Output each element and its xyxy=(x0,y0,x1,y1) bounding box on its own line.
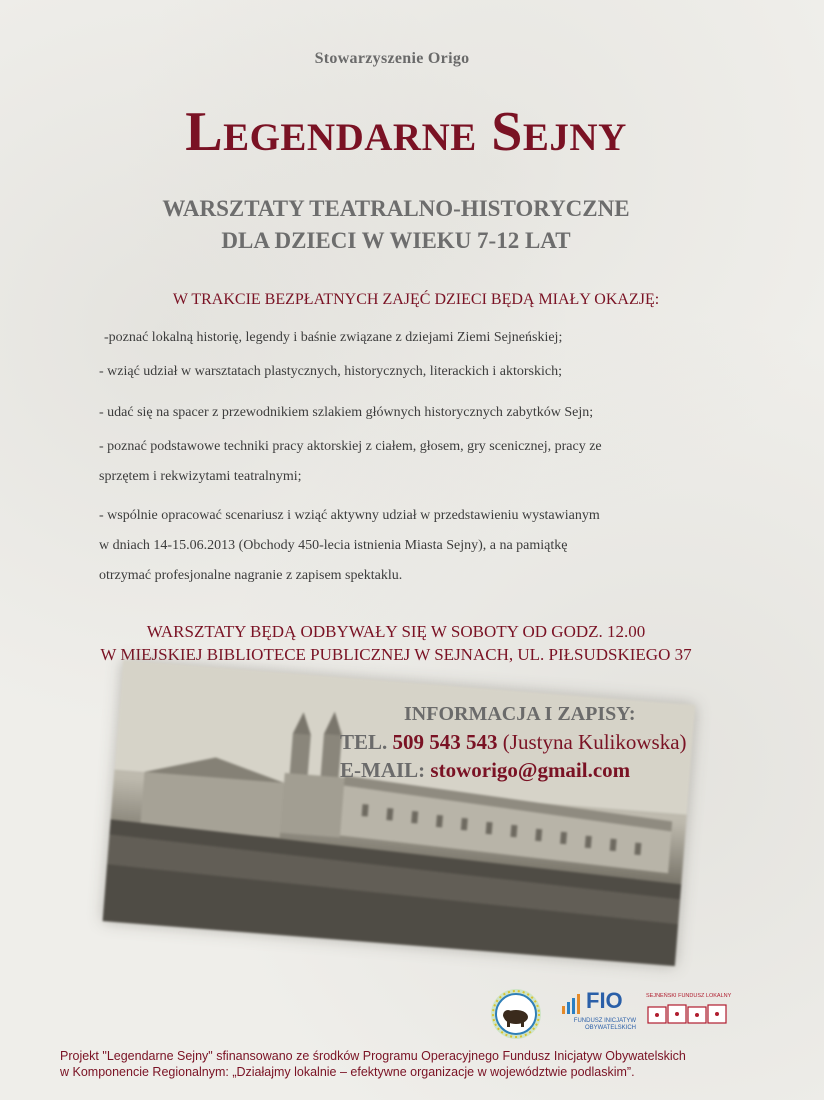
contact-heading: INFORMACJA I ZAPISY: xyxy=(404,703,636,725)
list-item xyxy=(99,357,729,387)
list-item-line: sprzętem i rekwizytami teatralnymi; xyxy=(99,469,302,484)
subtitle-line-1: WARSZTATY TEATRALNO-HISTORYCZNE xyxy=(162,196,630,221)
list-item-line: - wspólnie opracować scenariusz i wziąć aktywny udział w przedstawieniu wystawianym xyxy=(99,508,600,523)
list-item xyxy=(99,432,729,492)
list-item-line: otrzymać profesjonalne nagranie z zapisem spektaklu. xyxy=(99,568,403,583)
schedule-info xyxy=(0,620,792,666)
list-item-line: - wziąć udział w warsztatach plastycznych, historycznych, literackich i aktorskich; xyxy=(99,364,562,379)
puzzle-icon xyxy=(646,999,730,1029)
schedule-line-2: W MIEJSKIEJ BIBLIOTECE PUBLICZNEJ W SEJNACH, UL. PIŁSUDSKIEGO 37 xyxy=(100,645,692,664)
local-fund-logo xyxy=(646,993,730,1033)
schedule-line-1: WARSZTATY BĘDĄ ODBYWAŁY SIĘ W SOBOTY OD GODZ. 12.00 xyxy=(146,622,646,641)
intro-heading: W TRAKCIE BEZPŁATNYCH ZAJĘĆ DZIECI BĘDĄ MIAŁY OKAZJĘ: xyxy=(172,291,660,308)
subtitle xyxy=(0,193,792,257)
footer-line-1: Projekt "Legendarne Sejny" sfinansowano ze środków Programu Operacyjnego Fundusz Inicjatyw Obywatelskich xyxy=(60,1049,686,1063)
fio-logo-subtext: FUNDUSZ INICJATYW OBYWATELSKICH xyxy=(573,1018,636,1031)
email-line xyxy=(340,758,630,783)
phone-person: (Justyna Kulikowska) xyxy=(502,730,687,754)
fio-logo xyxy=(560,990,636,1034)
list-item-line: - udać się na spacer z przewodnikiem szlakiem głównych historycznych zabytków Sejn; xyxy=(99,405,594,420)
fio-logo-text: FIO xyxy=(586,988,623,1013)
funding-footer xyxy=(60,1048,800,1080)
email-link[interactable]: stoworigo@gmail.com xyxy=(430,758,631,782)
local-fund-logo-text: SEJNEŃSKI FUNDUSZ LOKALNY xyxy=(646,993,732,999)
email-label: E-MAIL: xyxy=(340,758,426,782)
association-logo xyxy=(488,988,544,1045)
list-item xyxy=(99,501,729,591)
list-item-line: w dniach 14-15.06.2013 (Obchody 450-lecia istnienia Miasta Sejny), a na pamiątkę xyxy=(99,538,568,553)
list-item xyxy=(99,398,729,428)
phone-line xyxy=(340,730,687,755)
phone-label: TEL. xyxy=(340,730,388,754)
footer-line-2: w Komponencie Regionalnym: „Działajmy lokalnie – efektywne organizacje w województwie podlaskim”. xyxy=(60,1065,635,1079)
phone-number[interactable]: 509 543 543 xyxy=(392,730,498,754)
page-title: Legendarne Sejny xyxy=(185,101,627,163)
organization-name: Stowarzyszenie Origo xyxy=(314,50,470,67)
list-item-line: - poznać podstawowe techniki pracy aktorskiej z ciałem, głosem, gry scenicznej, pracy ze xyxy=(99,439,602,454)
bison-emblem-icon xyxy=(488,988,544,1040)
list-item xyxy=(104,323,734,353)
list-item-line: -poznać lokalną historię, legendy i baśnie związane z dziejami Ziemi Sejneńskiej; xyxy=(104,330,563,345)
subtitle-line-2: DLA DZIECI W WIEKU 7-12 LAT xyxy=(221,228,571,253)
